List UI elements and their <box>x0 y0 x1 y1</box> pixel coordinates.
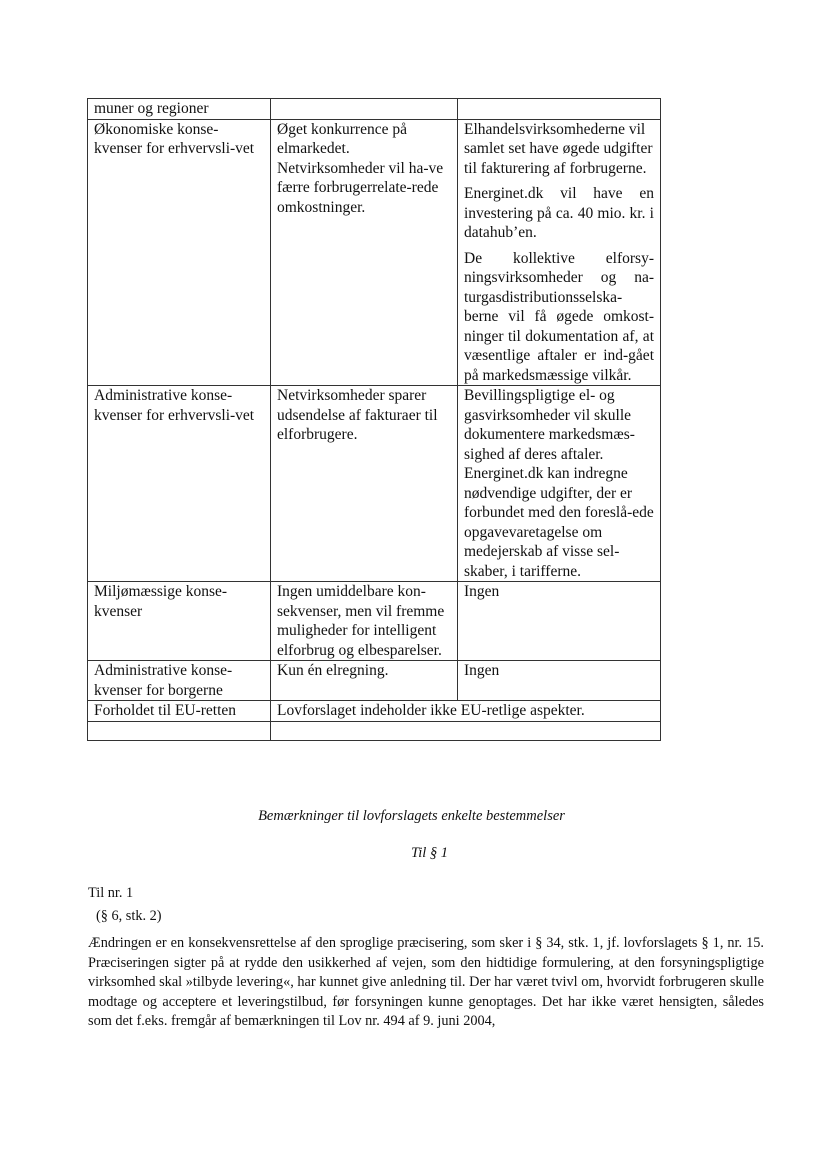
cell-empty <box>271 721 661 740</box>
body-paragraph: Ændringen er en konsekvensrettelse af den sproglige præcisering, som sker i § 34, stk. 1, jf. lovforslagets § 1, nr. 15. Præciseringen sigter på at rydde den usikkerhed af vejen, som den hidtidige formulering, at den forsyningspligtige virksomhed skal »tilbyde levering«, har kunnet give anledning til. Der har været tvivl om, hvorvidt forbrugeren skulle modtage og acceptere et leveringstilbud, før forsyningen kunne genoptages. Det har ikke været hensigten, således som det f.eks. fremgår af bemærkningen til Lov nr. 494 af 9. juni 2004, <box>88 935 764 1029</box>
cell-consequences <box>458 661 661 701</box>
cell-empty <box>271 99 458 120</box>
table-row <box>88 99 661 120</box>
row-label: Økonomiske konse-kvenser for erhvervsli-vet <box>88 119 271 386</box>
table-row <box>88 386 661 582</box>
cell-public-sector: Netvirksomheder sparer udsendelse af fakturaer til elforbrugere. <box>271 386 458 582</box>
item-label: Til nr. 1 <box>88 885 134 901</box>
item-reference: (§ 6, stk. 2) <box>96 908 162 924</box>
cell-consequences <box>458 119 661 386</box>
cell-paragraph: Ingen <box>464 583 500 600</box>
cell-public-sector: Ingen umiddelbare kon-sekvenser, men vil fremme muligheder for intelligent elforbrug og elbesparelser. <box>271 582 458 661</box>
cell-public-sector: Øget konkurrence på elmarkedet. Netvirksomheder vil ha-ve færre forbrugerrelate-rede omkostninger. <box>271 119 458 386</box>
cell-paragraph: Bevillingspligtige el- og gasvirksomheder vil skulle dokumentere markedsmæs-sighed af deres aftaler. Energinet.dk kan indregne nødvendige udgifter, der er forbundet med den foreslå-ede opgavevaretagelse om medejerskab af visse sel-skaber, i tarifferne. <box>464 387 654 580</box>
row-label: muner og regioner <box>88 99 271 120</box>
table-row <box>88 582 661 661</box>
cell-consequences <box>458 386 661 582</box>
cell-public-sector: Kun én elregning. <box>271 661 458 701</box>
row-label: Administrative konse-kvenser for borgerne <box>88 661 271 701</box>
table-row <box>88 701 661 722</box>
table-row <box>88 119 661 386</box>
section-heading: Bemærkninger til lovforslagets enkelte bestemmelser <box>258 808 565 824</box>
row-label: Miljømæssige konse-kvenser <box>88 582 271 661</box>
table-row <box>88 721 661 740</box>
consequences-table <box>87 98 661 741</box>
cell-paragraph: Ingen <box>464 662 500 679</box>
cell-empty <box>458 99 661 120</box>
row-label: Administrative konse-kvenser for erhvervsli-vet <box>88 386 271 582</box>
cell-paragraph: Energinet.dk vil have en investering på ca. 40 mio. kr. i datahub’en. <box>464 185 654 241</box>
row-label: Forholdet til EU-retten <box>88 701 271 722</box>
eu-text: Lovforslaget indeholder ikke EU-retlige aspekter. <box>271 701 661 722</box>
cell-empty <box>88 721 271 740</box>
cell-paragraph: Elhandelsvirksomhederne vil samlet set have øgede udgifter til fakturering af forbrugerne. <box>464 120 653 177</box>
section-subheading: Til § 1 <box>410 845 449 861</box>
cell-consequences <box>458 582 661 661</box>
table-row <box>88 661 661 701</box>
cell-paragraph: De kollektive elforsy-ningsvirksomheder og na-turgasdistributionsselska-berne vil få øgede omkost-ninger til dokumentation af, at væsentlige aftaler er ind-gået på markedsmæssige vilkår. <box>464 249 654 384</box>
